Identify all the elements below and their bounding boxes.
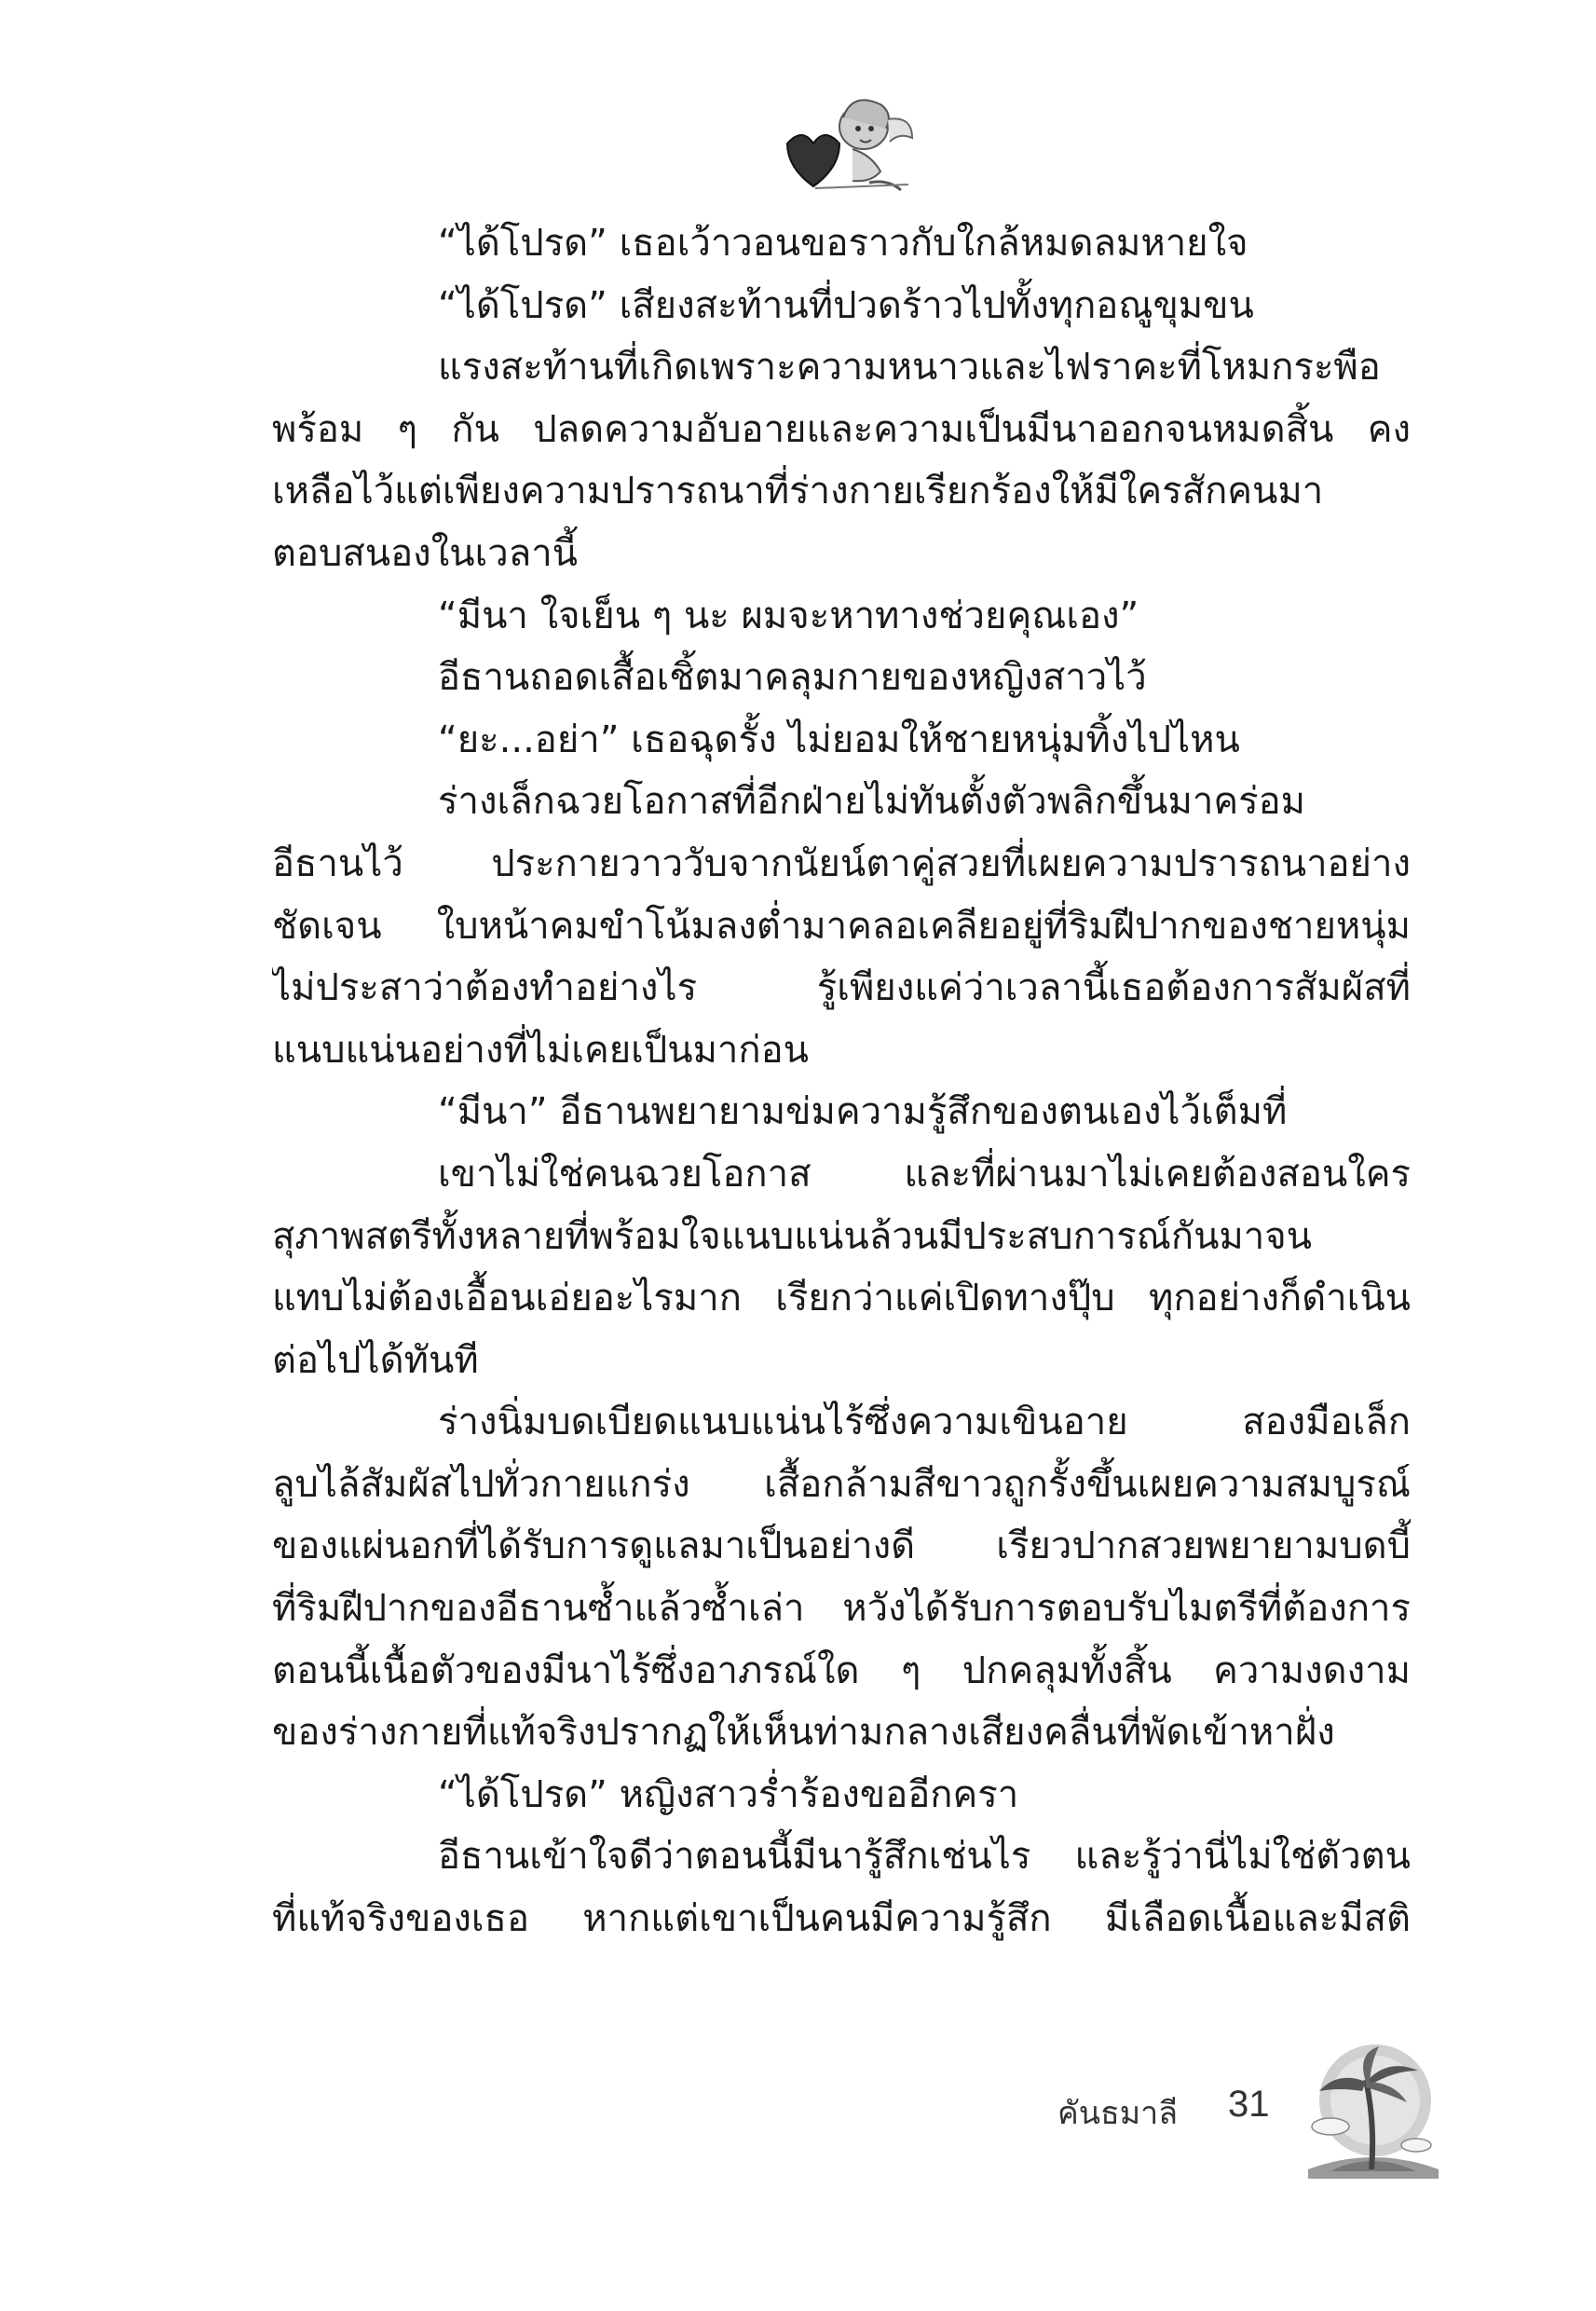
text-line: ของร่างกายที่แท้จริงปรากฏให้เห็นท่ามกลางเสียงคลื่นที่พัดเข้าหาฝั่ง (272, 1711, 1335, 1755)
text-line: เขาไม่ใช่คนฉวยโอกาส และที่ผ่านมาไม่เคยต้องสอนใคร (438, 1152, 1411, 1196)
text-line: “มีนา ใจเย็น ๆ นะ ผมจะหาทางช่วยคุณเอง” (438, 594, 1139, 637)
text-line: แรงสะท้านที่เกิดเพราะความหนาวและไฟราคะที่โหมกระพือ (438, 346, 1381, 390)
text-line: ไม่ประสาว่าต้องทำอย่างไร รู้เพียงแค่ว่าเวลานี้เธอต้องการสัมผัสที่ (272, 966, 1411, 1010)
text-line: “ได้โปรด” หญิงสาวร่ำร้องขออีกครา (438, 1772, 1019, 1816)
text-line: “มีนา” อีธานพยายามข่มความรู้สึกของตนเองไว้เต็มที่ (438, 1090, 1288, 1134)
text-line: ร่างเล็กฉวยโอกาสที่อีกฝ่ายไม่ทันตั้งตัวพลิกขึ้นมาคร่อม (438, 780, 1305, 824)
text-line: เหลือไว้แต่เพียงความปรารถนาที่ร่างกายเรียกร้องให้มีใครสักคนมา (272, 470, 1324, 513)
text-line: ลูบไล้สัมผัสไปทั่วกายแกร่ง เสื้อกล้ามสีขาวถูกรั้งขึ้นเผยความสมบูรณ์ (272, 1462, 1411, 1506)
text-line: ที่แท้จริงของเธอ หากแต่เขาเป็นคนมีความรู้สึก มีเลือดเนื้อและมีสติ (272, 1897, 1411, 1941)
text-line: อีธานถอดเสื้อเชิ้ตมาคลุมกายของหญิงสาวไว้ (438, 656, 1147, 700)
text-line: ร่างนิ่มบดเบียดแนบแน่นไร้ซึ่งความเขินอาย สองมือเล็ก (438, 1401, 1411, 1444)
text-line: อีธานไว้ ประกายวาววับจากนัยน์ตาคู่สวยที่เผยความปรารถนาอย่าง (272, 841, 1411, 885)
text-line: ชัดเจน ใบหน้าคมขำโน้มลงต่ำมาคลอเคลียอยู่ที่ริมฝีปากของชายหนุ่ม (272, 904, 1411, 948)
text-line: ของแผ่นอกที่ได้รับการดูแลมาเป็นอย่างดี เรียวปากสวยพยายามบดบี้ (272, 1525, 1411, 1568)
text-line: สุภาพสตรีทั้งหลายที่พร้อมใจแนบแน่นล้วนมีประสบการณ์กันมาจน (272, 1214, 1313, 1258)
text-line: “ยะ...อย่า” เธอฉุดรั้ง ไม่ยอมให้ชายหนุ่มทิ้งไปไหน (438, 718, 1240, 761)
text-line: ที่ริมฝีปากของอีธานซ้ำแล้วซ้ำเล่า หวังได้รับการตอบรับไมตรีที่ต้องการ (272, 1587, 1411, 1631)
text-line: “ได้โปรด” เสียงสะท้านที่ปวดร้าวไปทั้งทุกอณูขุมขน (438, 283, 1254, 327)
page-number: 31 (1228, 2084, 1270, 2125)
text-line: ต่อไปได้ทันที (272, 1338, 479, 1382)
body-text (272, 212, 1411, 1950)
cupid-icon (778, 82, 918, 203)
book-title-footer: คันธมาลี (1057, 2095, 1179, 2132)
text-line: อีธานเข้าใจดีว่าตอนนี้มีนารู้สึกเช่นไร และรู้ว่านี่ไม่ใช่ตัวตน (438, 1835, 1411, 1879)
text-line: ตอนนี้เนื้อตัวของมีนาไร้ซึ่งอาภรณ์ใด ๆ ปกคลุมทั้งสิ้น ความงดงาม (272, 1648, 1411, 1692)
text-line: “ได้โปรด” เธอเว้าวอนขอราวกับใกล้หมดลมหายใจ (438, 222, 1248, 265)
island-palm-icon (1303, 2041, 1442, 2199)
text-line: ตอบสนองในเวลานี้ (272, 531, 579, 575)
text-line: แนบแน่นอย่างที่ไม่เคยเป็นมาก่อน (272, 1028, 809, 1072)
text-line: พร้อม ๆ กัน ปลดความอับอายและความเป็นมีนาออกจนหมดสิ้น คง (272, 407, 1411, 451)
text-line: แทบไม่ต้องเอื้อนเอ่ยอะไรมาก เรียกว่าแค่เปิดทางปุ๊บ ทุกอย่างก็ดำเนิน (272, 1277, 1411, 1320)
